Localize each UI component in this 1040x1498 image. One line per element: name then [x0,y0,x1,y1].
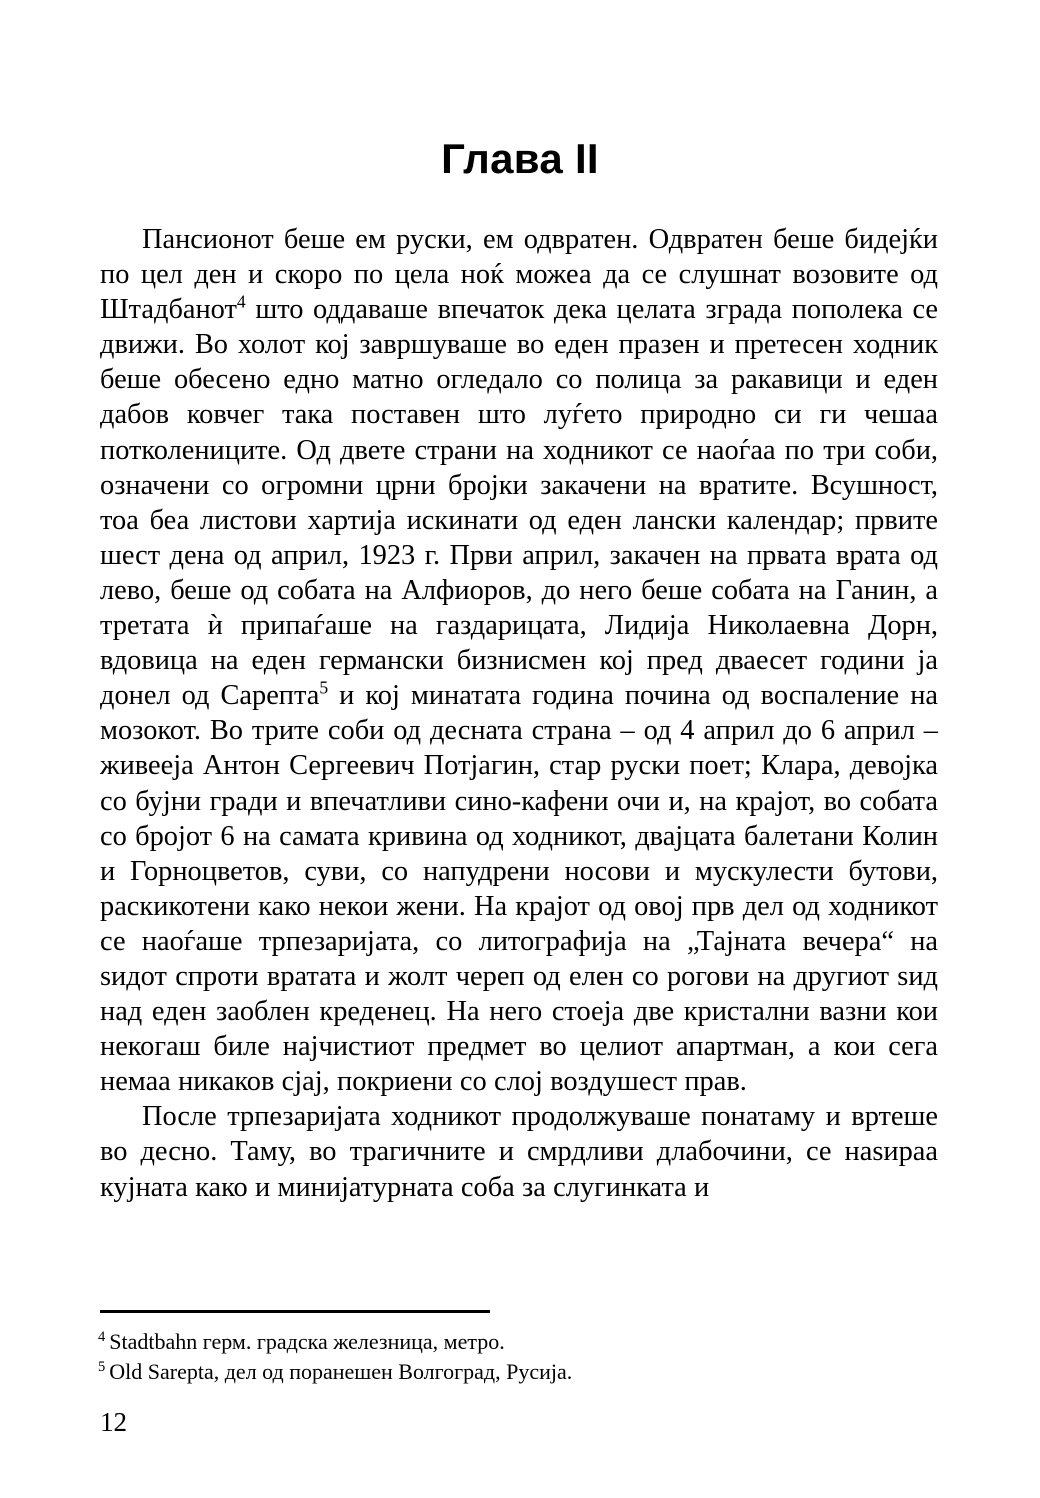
footnote-item [98,1327,938,1357]
footnote-text: Old Sarepta, дел од поранешен Волгоград, Русија. [109,1359,573,1384]
footnote-marker: 4 [98,1328,106,1345]
footnote-marker: 5 [98,1358,106,1375]
footnote-list [98,1327,938,1387]
page-number: 12 [100,1407,127,1437]
body-text-block [100,222,938,1205]
chapter-title: Глава II [441,135,599,183]
footnote-reference[interactable]: 4 [236,291,246,312]
footnote-item [98,1357,938,1387]
paragraph-2: После трпезаријата ходникот продолжуваше понатаму и вртеше во десно. Таму, во трагичните и смрдливи длабочини, се наѕираа кујната како и минијатурната соба за слугинката и [100,1101,938,1203]
footnote-reference[interactable]: 5 [319,677,329,698]
paragraph-1: Пансионот беше ем руски, ем одвратен. Одвратен беше бидејќи по цел ден и скоро по цела ноќ можеа да се слушнат возовите од Штадбанот$^4$ што оддаваше впечаток дека целата зграда пополека се движи. Во холот кој завршуваше во еден празен и претесен ходник беше обесено едно матно огледало со полица за ракавици и еден дабов ковчег така поставен што луѓето природно си ги чешаа потколениците. Од двете страни на ходникот се наоѓаа по три соби, означени со огромни црни бројки закачени на вратите. Всушност, тоа беа листови хартија искинати од еден лански календар; првите шест дена од април, 1923 г. Први април, закачен на првата врата од лево, беше од собата на Алфиоров, до него беше собата на Ганин, а третата ѝ припаѓаше на газдарицата, Лидија Николаевна Дорн, вдовица на еден германски бизнисмен кој пред дваесет години ја донел од Сарепта$^5$ и кој минатата година почина од воспаление на мозокот. Во трите соби од десната страна – од 4 април до 6 април – живееја Антон Сергеевич Потјагин, стар руски поет; Клара, девојка со бујни гради и впечатливи сино-кафени очи и, на крајот, во собата со бројот 6 на самата кривина од ходникот, двајцата балетани Колин и Горноцветов, суви, со напудрени носови и мускулести бутови, раскикотени како некои жени. На крајот од овој прв дел од ходникот се наоѓаше трпезаријата, со литографија на „Тајната вечера“ на ѕидот спроти вратата и жолт череп од елен со рогови на другиот ѕид над еден заоблен креденец. На него стоеја две кристални вазни кои некогаш биле најчистиот предмет во целиот апартман, а кои сега немаа никаков сјај, покриени со слој воздушест прав. [100,224,938,1098]
footnote-separator-rule [100,1310,490,1313]
footnote-text: Stadtbahn герм. градска железница, метро. [109,1329,505,1354]
